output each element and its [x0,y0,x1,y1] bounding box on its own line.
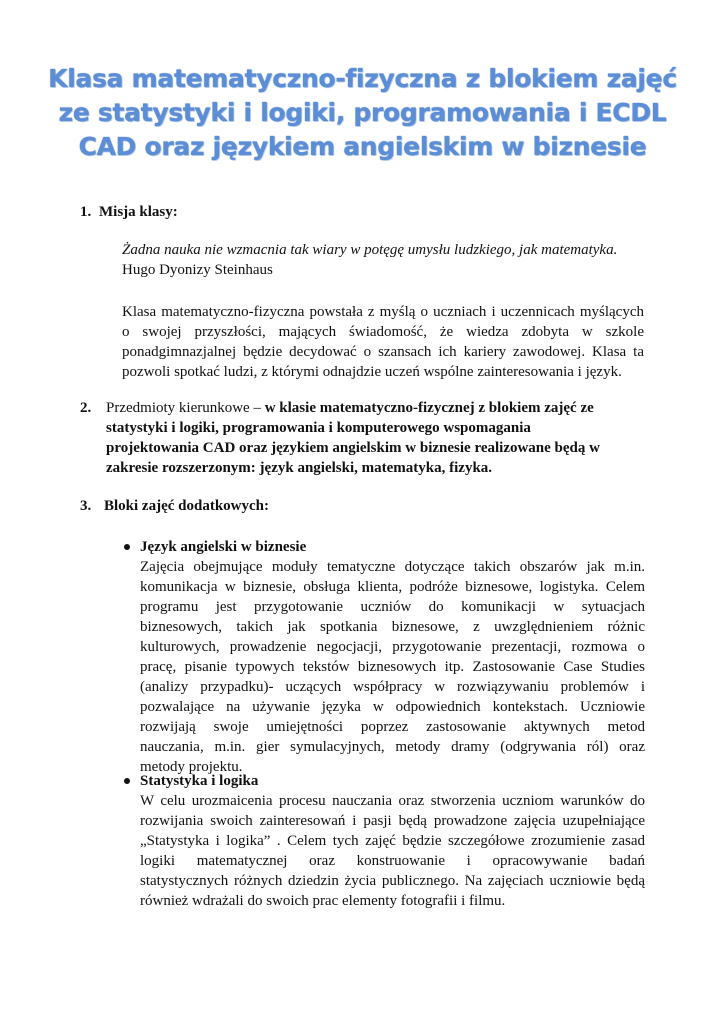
bullet-title: Język angielski w biznesie [140,539,307,555]
bullet-line: metody projektu. [140,759,243,775]
title-line-1: Klasa matematyczno-fizyczna z blokiem zajęć [48,64,677,93]
section-2-paragraph [106,398,646,478]
bullet-line: komunikacja w biznesie, obsługa klienta, podróże biznesowe, logistyka. Celem [140,579,645,595]
title-line-2: ze statystyki i logiki, programowania i ECDL [58,98,667,127]
paragraph-line: Klasa matematyczno-fizyczna powstała z myślą o uczniach i uczennicach myślących [122,304,644,320]
bullet-title: Statystyka i logika [140,773,259,789]
section-1-paragraph [122,302,644,382]
section-3-heading [80,496,269,516]
paragraph-line: o swojej przyszłości, mających świadomość, że wiedza zdobyta w szkole [122,324,644,340]
bullet-line: (analizy przypadku)- uczących współpracy w rozwiązywaniu problemów i [140,679,645,695]
section-1-heading [80,202,178,222]
section-3-title: Bloki zajęć dodatkowych: [104,498,269,514]
bullet-icon [124,778,130,784]
bullet-english-business [140,537,645,777]
bullet-line: rozwijania swoich zainteresowań i pasji będą prowadzone zajęcia uzupełniające [140,813,645,829]
document-title [40,62,685,164]
paragraph-line: statystyki i logiki, programowania i komputerowego wspomagania [106,420,531,436]
bullet-line: „Statystyka i logika” . Celem tych zajęć będzie szczegółowe zrozumienie zasad [140,833,645,849]
paragraph-line [106,398,646,418]
paragraph-line: projektowania CAD oraz językiem angielskim w biznesie realizowane będą w [106,440,600,456]
section-1-title: Misja klasy: [99,204,178,220]
paragraph-line: zakresie rozszerzonym: język angielski, matematyka, fizyka. [106,460,493,476]
title-line-3: CAD oraz językiem angielskim w biznesie [78,132,647,161]
section-2-number-wrap [80,398,91,418]
section-1-quote-author: Hugo Dyonizy Steinhaus [122,262,273,278]
bullet-icon [124,544,130,550]
section-2-lead: Przedmioty kierunkowe – [106,400,265,416]
bullet-line: Zajęcia obejmujące moduły tematyczne dotyczące takich obszarów jak m.in. [140,559,645,575]
section-2-number: 2. [80,400,92,416]
bullet-line: pracę, pisanie typowych tekstów biznesowych itp. Zastosowanie Case Studies [140,659,645,675]
bullet-statistics-logic [140,771,645,911]
section-1-quote: Żadna nauka nie wzmacnia tak wiary w potęgę umysłu ludzkiego, jak matematyka. [122,242,618,258]
bullet-line: programu jest przygotowanie uczniów do komunikacji w sytuacjach [140,599,645,615]
section-3-number: 3. [80,498,92,514]
bullet-line: pozwalające na używanie języka w odpowiednich kontekstach. Uczniowie [140,699,645,715]
section-1-number: 1. [80,204,92,220]
paragraph-line: pozwoli spotkać ludzi, z którymi odnajdzie uczeń wspólne zainteresowania i język. [122,364,622,380]
bullet-line: nauczania, m.in. gier symulacyjnych, metody dramy (odgrywania ról) oraz [140,739,645,755]
section-2-bold-start: w klasie matematyczno-fizycznej z blokiem zajęć ze [264,400,594,416]
paragraph-line: ponadgimnazjalnej będzie decydować o szansach ich kariery zawodowej. Klasa ta [122,344,644,360]
bullet-line: biznesowych, takich jak spotkania biznesowe, z uwzględnieniem różnic [140,619,645,635]
bullet-line: rozwijają swoje umiejętności poprzez zastosowanie aktywnych metod [140,719,645,735]
bullet-line: również wdrażali do swoich prac elementy fotografii i filmu. [140,893,506,909]
bullet-line: statystycznych różnych dziedzin życia publicznego. Na zajęciach uczniowie będą [140,873,645,889]
bullet-line: logiki matematycznej oraz konstruowanie i opracowywanie badań [140,853,645,869]
bullet-line: kulturowych, prowadzenie negocjacji, przygotowanie prezentacji, rozmowa o [140,639,645,655]
bullet-line: W celu urozmaicenia procesu nauczania oraz stworzenia uczniom warunków do [140,793,645,809]
